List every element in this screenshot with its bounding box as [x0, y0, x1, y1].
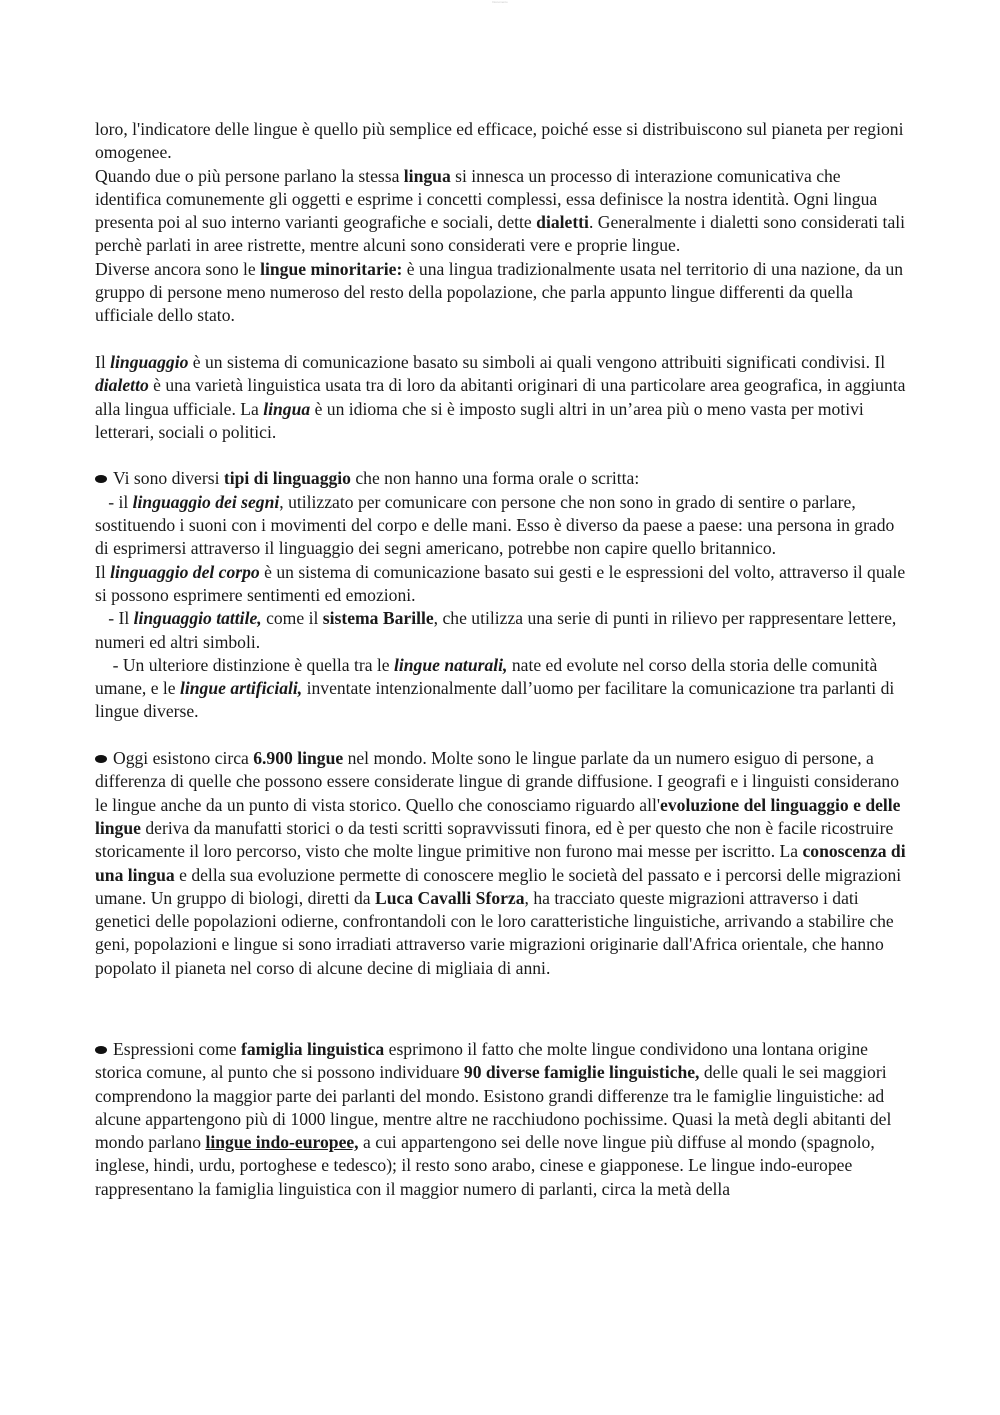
text-run: - Il — [95, 608, 134, 629]
paragraph — [95, 561, 910, 608]
bold-italic-term: linguaggio del corpo — [110, 561, 260, 582]
paragraph — [95, 165, 910, 258]
bold-term: lingue minoritarie: — [260, 258, 403, 279]
paragraph — [95, 654, 910, 724]
text-run: nel mondo. Molte sono le lingue parlate da un numero esiguo di persone, a differenza di quelle che possono essere considerate lingue di grande diffusione. I geografi e i linguisti considerano le lingue anche da un punto di vista storico. Quello che conosciamo riguardo all' — [95, 748, 900, 815]
bullet-paragraph — [95, 467, 910, 490]
spacer — [95, 724, 910, 747]
bold-term: tipi di linguaggio — [223, 468, 351, 489]
bullet-paragraph — [95, 747, 910, 980]
text-run: - il — [95, 491, 133, 512]
paragraph — [95, 258, 910, 328]
text-run: è un sistema di comunicazione basato su simboli ai quali vengono attribuiti significati condivisi. Il — [188, 351, 886, 372]
bold-term: lingua — [403, 165, 451, 186]
text-run: si innesca un processo di interazione comunicativa che identifica comunemente gli oggetti e esprime i concetti complessi, essa definisce la nostra identità. Ogni lingua presenta poi al suo interno varianti geografiche e sociali, dette — [95, 165, 878, 233]
text-run: deriva da manufatti storici o da testi scritti sopravvissuti finora, ed è per questo che non è facile ricostruire storicamente il loro percorso, visto che molte lingue primitive non furono mai messe per iscritto. La — [95, 817, 894, 862]
text-run: Quando due o più persone parlano la stessa — [95, 165, 404, 186]
text-run: a cui appartengono sei delle nove lingue più diffuse al mondo (spagnolo, inglese, hindi, urdu, portoghese e tedesco); il resto sono arabo, cinese e giapponese. Le lingue indo-europee rappresentano la famiglia linguistica con il maggior numero di parlanti, circa la metà della — [95, 1132, 875, 1199]
text-run: e della sua evoluzione permette di conoscere meglio le società del passato e i percorsi delle migrazioni umane. Un gruppo di biologi, diretti da — [95, 864, 902, 908]
spacer — [95, 444, 910, 467]
document-body — [95, 118, 910, 1201]
bold-italic-term: lingue naturali, — [394, 654, 508, 675]
bold-italic-term: linguaggio — [110, 351, 189, 372]
bold-term: 90 diverse famiglie linguistiche, — [463, 1062, 700, 1083]
text-run: - Un ulteriore distinzione è quella tra le — [95, 654, 394, 675]
text-run: . Generalmente i dialetti sono considerati tali perchè parlati in aree ristrette, mentre alcuni sono considerati vere e proprie lingue. — [95, 212, 906, 256]
bold-underlined-term: lingue indo-europee, — [205, 1132, 359, 1153]
bold-term: Luca Cavalli Sforza — [375, 887, 525, 908]
text-run: è un sistema di comunicazione basato sui gesti e le espressioni del volto, attraverso il quale si possono esprimere sentimenti ed emozioni. — [95, 561, 906, 605]
bullet-paragraph — [95, 1038, 910, 1201]
text-run: , utilizzato per comunicare con persone che non sono in grado di sentire o parlare, sostituendo i suoni con i movimenti del corpo e delle mani. Esso è diverso da paese a paese: una persona in grado di esprimersi attraverso il linguaggio dei segni americano, potrebbe non capire quello britannico. — [95, 491, 899, 559]
bullet-icon — [95, 755, 107, 763]
bold-term: conoscenza di una lingua — [95, 841, 906, 885]
text-run: Espressioni come — [113, 1038, 242, 1059]
text-run: Vi sono diversi — [113, 468, 224, 489]
text-run: che non hanno una forma orale o scritta: — [350, 468, 640, 489]
spacer — [95, 328, 910, 351]
text-run: , che utilizza una serie di punti in rilievo per rappresentare lettere, numeri ed altri simboli. — [95, 608, 901, 652]
bold-italic-term: dialetto — [95, 375, 149, 396]
text-run: è un idioma che si è imposto sugli altri in un’area più o meno vasta per motivi letterari, sociali o politici. — [95, 398, 864, 442]
text-run: è una varietà linguistica usata tra di loro da abitanti originari di una particolare area geografica, in aggiunta alla lingua ufficiale. La — [95, 375, 906, 419]
bold-term: 6.900 lingue — [253, 748, 344, 769]
bullet-icon — [95, 475, 107, 483]
paragraph — [95, 607, 910, 654]
text-run: Il — [95, 351, 111, 372]
paragraph — [95, 118, 910, 165]
text-run: Oggi esistono circa — [113, 748, 254, 769]
text-run: esprimono il fatto che molte lingue condividono una lontana origine storica comune, al punto che si possono individuare — [95, 1038, 868, 1083]
bold-italic-term: lingue artificiali, — [180, 678, 303, 699]
text-run: come il — [261, 608, 323, 629]
text-run: , ha tracciato queste migrazioni attraverso i dati genetici delle popolazioni odierne, confrontandoli con le loro caratteristiche linguistiche, arrivando a stabilire che geni, popolazioni e lingue si sono irradiati attraverso varie migrazioni originarie dall'Africa orientale, che hanno popolato il pianeta nel corso di alcune decine di migliaia di anni. — [95, 887, 894, 978]
text-run: loro, l'indicatore delle lingue è quello più semplice ed efficace, poiché esse si distribuiscono sul pianeta per regioni omogenee. — [95, 119, 904, 163]
bullet-icon — [95, 1046, 107, 1054]
bold-term: famiglia linguistica — [241, 1038, 385, 1059]
bold-term: sistema Barille — [322, 608, 434, 629]
text-run: delle quali le sei maggiori comprendono la maggior parte dei parlanti del mondo. Esistono grandi differenze tra le famiglie linguistiche: ad alcune appartengono più di 1000 lingue, mentre altre ne racchiudono pochissime. Quasi la metà degli abitanti del mondo parlano — [95, 1062, 892, 1153]
text-run: nate ed evolute nel corso della storia delle comunità umane, e le — [95, 654, 882, 699]
text-run: Diverse ancora sono le — [95, 258, 261, 279]
bold-term: dialetti — [536, 212, 589, 233]
bold-term: evoluzione del linguaggio e delle lingue — [95, 794, 901, 838]
paragraph — [95, 351, 910, 444]
bold-italic-term: linguaggio tattile, — [133, 608, 262, 629]
bold-italic-term: linguaggio dei segni — [132, 491, 280, 512]
paragraph — [95, 491, 910, 561]
bold-italic-term: lingua — [263, 398, 311, 419]
spacer — [95, 980, 910, 1038]
text-run: è una lingua tradizionalmente usata nel territorio di una nazione, da un gruppo di persone meno numeroso del resto della popolazione, che parla appunto lingue differenti da quella ufficiale dello stato. — [95, 258, 904, 326]
header-mark: Documento — [492, 0, 508, 4]
text-run: inventate intenzionalmente dall’uomo per facilitare la comunicazione tra parlanti di lingue diverse. — [95, 678, 899, 722]
text-run: Il — [95, 561, 111, 582]
